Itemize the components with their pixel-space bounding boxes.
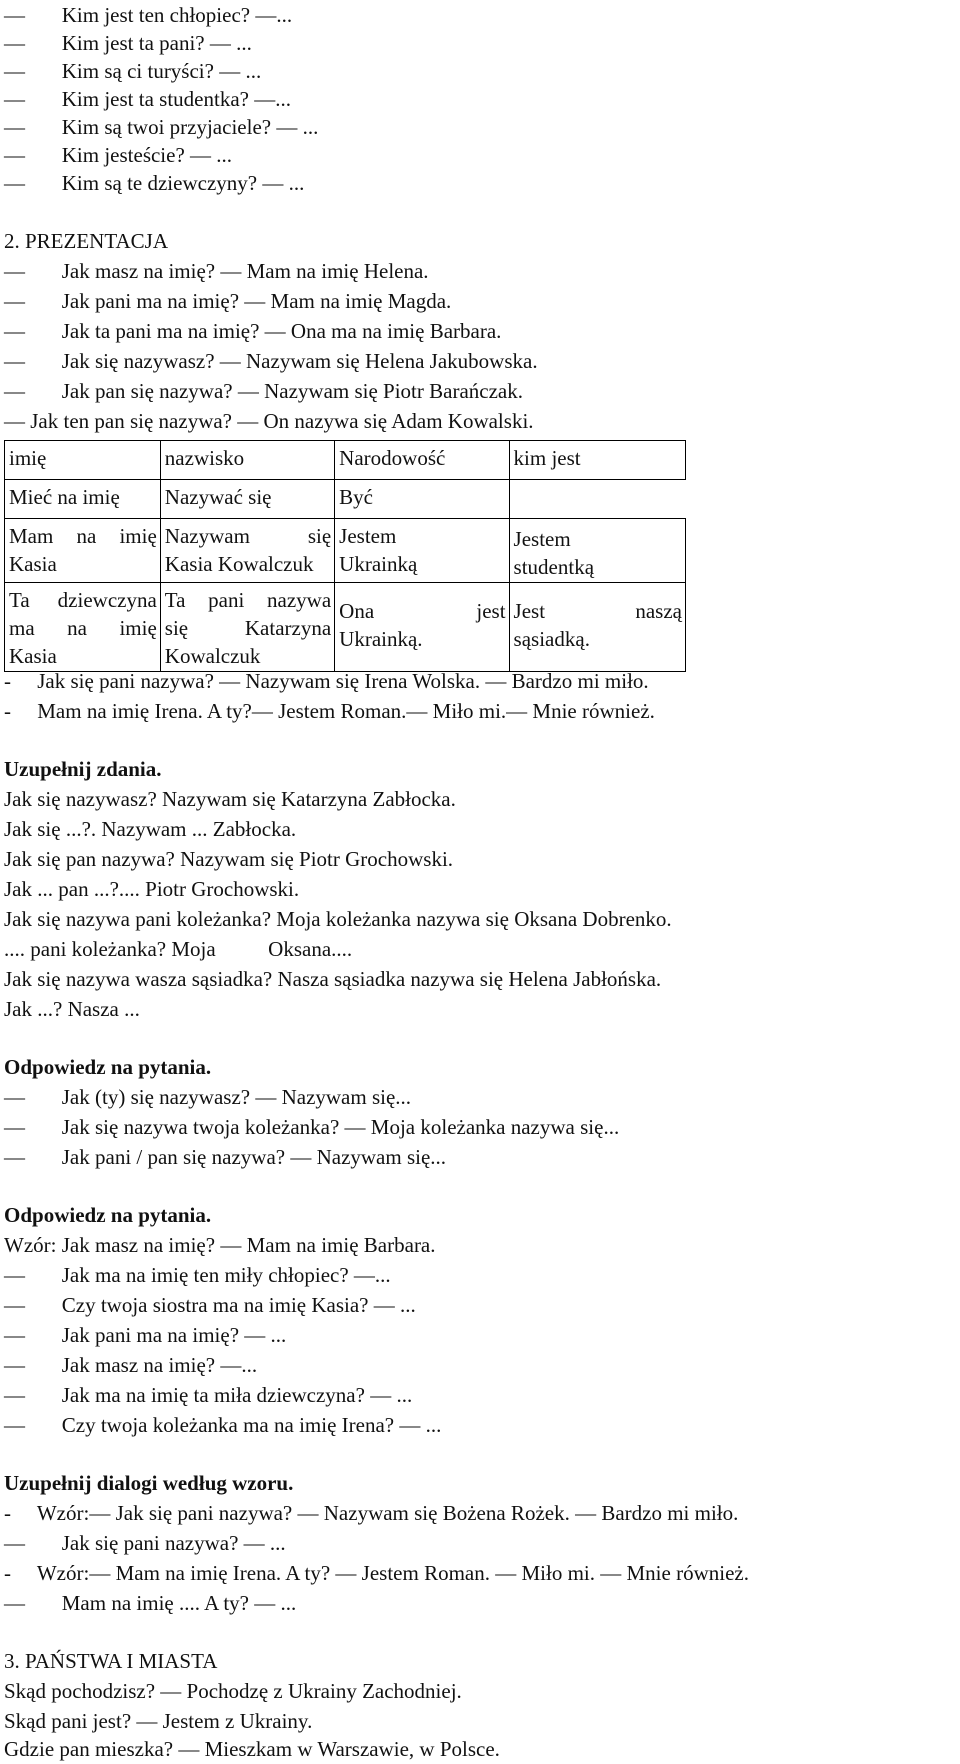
text-line: Jak się nazywasz? Nazywam się Katarzyna Zabłocka. — [4, 787, 456, 811]
cell-line: Kasia — [9, 552, 57, 576]
cell-line: Jest naszą — [513, 599, 682, 623]
text-line: — Mam na imię .... A ty? — ... — [4, 1591, 297, 1615]
text-line: — Jak (ty) się nazywasz? — Nazywam się... — [4, 1085, 412, 1109]
text-line: - Wzór:— Jak się pani nazywa? — Nazywam się Bożena Rożek. — Bardzo mi miło. — [4, 1501, 739, 1525]
text-line: Gdzie pan mieszka? — Mieszkam w Warszawie, w Polsce. — [4, 1737, 500, 1761]
table-cell — [509, 519, 685, 583]
text-line: Jak ... pan ...?.... Piotr Grochowski. — [4, 877, 300, 901]
pattern-line: Wzór: Jak masz na imię? — Mam na imię Barbara. — [4, 1233, 436, 1257]
table-cell: Być — [335, 480, 509, 519]
table-cell — [5, 519, 161, 583]
dialog-line: - Jak się pani nazywa? — Nazywam się Irena Wolska. — Bardzo mi miło. — [4, 669, 649, 693]
text-line: — Jak ta pani ma na imię? — Ona ma na imię Barbara. — [4, 319, 502, 343]
text-line: Skąd pani jest? — Jestem z Ukrainy. — [4, 1709, 313, 1733]
exercise-heading: Uzupełnij dialogi według wzoru. — [4, 1471, 294, 1495]
text-line: — Jak masz na imię? —... — [4, 1353, 258, 1377]
vocabulary-table — [4, 440, 686, 672]
cell-line: Ona jest — [339, 599, 506, 623]
cell-line: Mam na imię — [9, 524, 157, 548]
table-cell: Mieć na imię — [5, 480, 161, 519]
text-line: — Jak ma na imię ta miła dziewczyna? — ... — [4, 1383, 413, 1407]
cell-line: Kowalczuk — [164, 644, 261, 668]
text-line: — Jak ten pan się nazywa? — On nazywa się Adam Kowalski. — [4, 409, 534, 433]
text-line: — Czy twoja koleżanka ma na imię Irena? — ... — [4, 1413, 442, 1437]
text-line: Jak się pan nazywa? Nazywam się Piotr Grochowski. — [4, 847, 454, 871]
cell-line: Ta dziewczyna — [9, 588, 157, 612]
text-line: — Kim jest ta pani? — ... — [4, 31, 252, 55]
cell-line: Ta pani nazywa — [164, 588, 332, 612]
table-cell — [160, 519, 334, 583]
text-line: — Kim są te dziewczyny? — ... — [4, 171, 305, 195]
table-row — [5, 583, 686, 672]
text-line: Jak się ...?. Nazywam ... Zabłocka. — [4, 817, 297, 841]
table-cell: imię — [5, 441, 161, 480]
cell-line: Jestem — [513, 527, 571, 551]
cell-line: Kasia Kowalczuk — [164, 552, 314, 576]
exercise-heading: Odpowiedz na pytania. — [4, 1203, 212, 1227]
text-line: .... pani koleżanka? Moja Oksana.... — [4, 937, 353, 961]
text-line: — Jak się nazywasz? — Nazywam się Helena Jakubowska. — [4, 349, 538, 373]
text-line: — Kim są ci turyści? — ... — [4, 59, 262, 83]
text-line: — Jak pani ma na imię? — ... — [4, 1323, 287, 1347]
table-cell: kim jest — [509, 441, 685, 480]
text-line: — Jak się pani nazywa? — ... — [4, 1531, 286, 1555]
cell-line: Nazywam się — [164, 524, 332, 548]
section-heading: 2. PREZENTACJA — [4, 229, 168, 253]
table-cell — [160, 583, 334, 672]
cell-line: Jestem — [339, 524, 397, 548]
text-line: — Kim jest ta studentka? —... — [4, 87, 291, 111]
text-line: — Jak się nazywa twoja koleżanka? — Moja koleżanka nazywa się... — [4, 1115, 620, 1139]
cell-line: Kasia — [9, 644, 57, 668]
cell-line: Ukrainką — [339, 552, 418, 576]
table-cell — [509, 583, 685, 672]
table-header-row — [5, 441, 686, 480]
exercise-heading: Uzupełnij zdania. — [4, 757, 162, 781]
cell-line: ma na imię — [9, 616, 157, 640]
text-line: — Jak pani / pan się nazywa? — Nazywam się... — [4, 1145, 447, 1169]
table-row — [5, 519, 686, 583]
table-cell: Narodowość — [335, 441, 509, 480]
dialog-line: - Mam na imię Irena. A ty?— Jestem Roman.— Miło mi.— Mnie również. — [4, 699, 655, 723]
table-cell — [5, 583, 161, 672]
text-line: — Jak pani ma na imię? — Mam na imię Magda. — [4, 289, 452, 313]
table-cell: nazwisko — [160, 441, 334, 480]
text-line: Jak się nazywa pani koleżanka? Moja koleżanka nazywa się Oksana Dobrenko. — [4, 907, 672, 931]
text-line: — Kim jest ten chłopiec? —... — [4, 3, 293, 27]
text-line: — Jak masz na imię? — Mam na imię Helena. — [4, 259, 429, 283]
table-row — [5, 480, 686, 519]
section-heading: 3. PAŃSTWA I MIASTA — [4, 1649, 218, 1673]
table-cell — [335, 519, 509, 583]
text-line: Skąd pochodzisz? — Pochodzę z Ukrainy Zachodniej. — [4, 1679, 462, 1703]
text-line: Jak ...? Nasza ... — [4, 997, 140, 1021]
text-line: — Jak ma na imię ten miły chłopiec? —... — [4, 1263, 391, 1287]
text-line: Jak się nazywa wasza sąsiadka? Nasza sąsiadka nazywa się Helena Jabłońska. — [4, 967, 662, 991]
exercise-heading: Odpowiedz na pytania. — [4, 1055, 212, 1079]
cell-line: Ukrainką. — [339, 627, 423, 651]
table-cell: Nazywać się — [160, 480, 334, 519]
table-cell — [509, 480, 685, 519]
text-line: — Jak pan się nazywa? — Nazywam się Piotr Barańczak. — [4, 379, 523, 403]
text-line: — Kim są twoi przyjaciele? — ... — [4, 115, 319, 139]
cell-line: sąsiadką. — [513, 627, 590, 651]
cell-line: się Katarzyna — [164, 616, 332, 640]
text-line: - Wzór:— Mam na imię Irena. A ty? — Jestem Roman. — Miło mi. — Mnie również. — [4, 1561, 749, 1585]
text-line: — Czy twoja siostra ma na imię Kasia? — ... — [4, 1293, 416, 1317]
text-line: — Kim jesteście? — ... — [4, 143, 233, 167]
cell-line: studentką — [513, 555, 595, 579]
table-cell — [335, 583, 509, 672]
